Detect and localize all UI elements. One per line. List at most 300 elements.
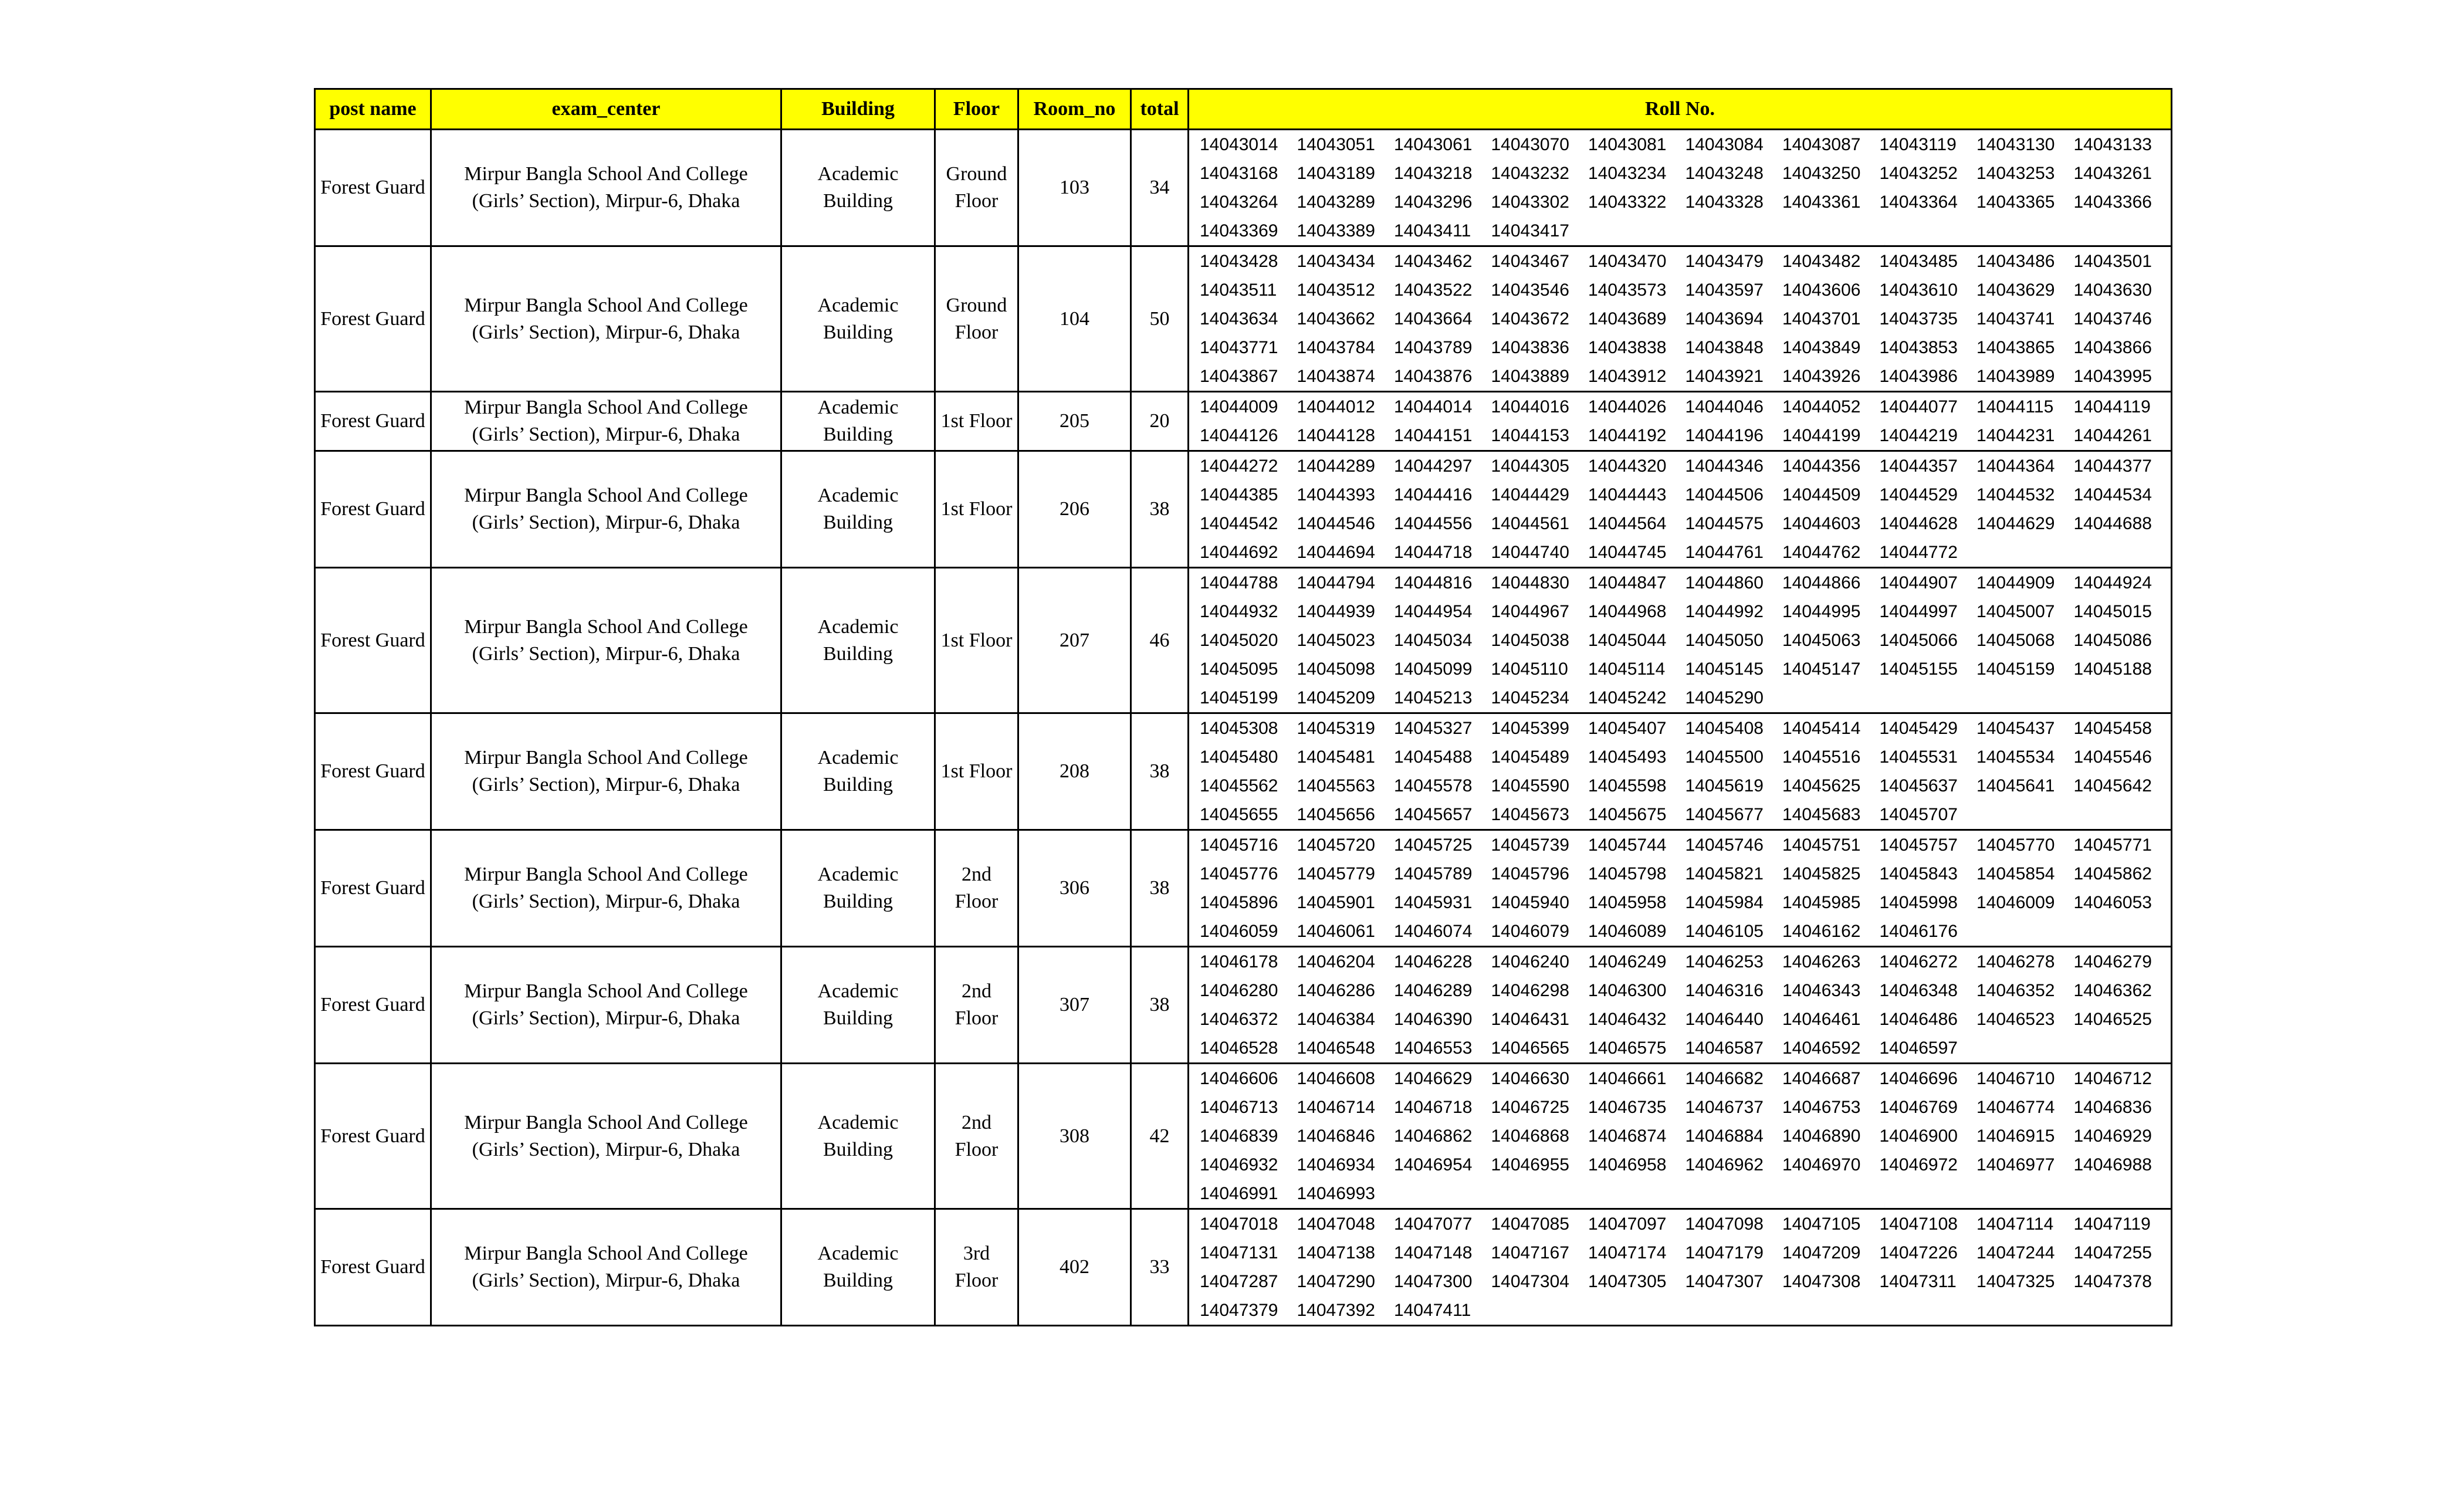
roll-number: 14047226 <box>1879 1243 1958 1263</box>
roll-number: 14046929 <box>2073 1126 2152 1146</box>
total-cell <box>1131 246 1189 392</box>
roll-number: 14045199 <box>1200 688 1278 708</box>
roll-number: 14044939 <box>1297 602 1375 621</box>
roll-number: 14044816 <box>1394 573 1473 593</box>
building-line1: Academic <box>817 485 899 506</box>
room-no-cell <box>1018 246 1131 392</box>
exam-center-line1: Mirpur Bangla School And College <box>464 294 748 316</box>
roll-number: 14043511 <box>1200 280 1277 300</box>
roll-number: 14044542 <box>1200 514 1278 533</box>
roll-number: 14046629 <box>1394 1069 1473 1088</box>
roll-number: 14046390 <box>1394 1010 1473 1029</box>
building-cell <box>781 830 935 947</box>
roll-number: 14043234 <box>1588 164 1667 183</box>
roll-number: 14044320 <box>1588 456 1667 476</box>
floor-cell <box>935 947 1018 1064</box>
roll-number-grid <box>1189 247 2171 391</box>
roll-number: 14047085 <box>1491 1214 1569 1234</box>
roll-number: 14045854 <box>1976 864 2055 884</box>
room-no: 308 <box>1060 1125 1089 1147</box>
roll-number: 14045590 <box>1491 776 1569 796</box>
roll-number: 14047379 <box>1200 1301 1278 1320</box>
roll-number: 14046300 <box>1588 981 1667 1000</box>
exam-center-line1: Mirpur Bangla School And College <box>464 864 748 885</box>
roll-number: 14044012 <box>1297 397 1375 417</box>
roll-number: 14043849 <box>1782 338 1861 357</box>
roll-number: 14045110 <box>1491 659 1568 679</box>
room-no-cell <box>1018 1209 1131 1326</box>
roll-number: 14045147 <box>1782 659 1861 679</box>
room-no-cell <box>1018 451 1131 568</box>
total-cell <box>1131 568 1189 713</box>
roll-number: 14045655 <box>1200 805 1278 824</box>
post-name-cell <box>315 1209 431 1326</box>
roll-number: 14044546 <box>1297 514 1375 533</box>
roll-number: 14045716 <box>1200 835 1278 855</box>
roll-number: 14045319 <box>1297 719 1375 738</box>
roll-number: 14046240 <box>1491 952 1569 972</box>
roll-number: 14046868 <box>1491 1126 1569 1146</box>
roll-number: 14043512 <box>1297 280 1375 300</box>
roll-number: 14045489 <box>1491 747 1569 767</box>
roll-number: 14047138 <box>1297 1243 1375 1263</box>
building-line2: Building <box>823 1270 893 1291</box>
building-line2: Building <box>823 891 893 912</box>
roll-number: 14045458 <box>2073 719 2152 738</box>
roll-number: 14043070 <box>1491 135 1569 154</box>
building-cell <box>781 246 935 392</box>
roll-number: 14046523 <box>1976 1010 2055 1029</box>
post-name-cell <box>315 947 431 1064</box>
total-cell <box>1131 392 1189 451</box>
exam-center-line1: Mirpur Bangla School And College <box>464 1243 748 1264</box>
roll-number: 14044126 <box>1200 426 1278 445</box>
roll-number: 14046348 <box>1879 981 1958 1000</box>
roll-number: 14046718 <box>1394 1098 1473 1117</box>
roll-number: 14046884 <box>1685 1126 1764 1146</box>
roll-number: 14043485 <box>1879 252 1958 271</box>
roll-number: 14046298 <box>1491 981 1569 1000</box>
roll-number: 14046687 <box>1782 1069 1861 1088</box>
roll-number: 14045746 <box>1685 835 1764 855</box>
roll-number: 14045095 <box>1200 659 1278 679</box>
building-cell <box>781 1064 935 1209</box>
exam-center-line1: Mirpur Bangla School And College <box>464 980 748 1002</box>
roll-number: 14047097 <box>1588 1214 1667 1234</box>
roll-number: 14046958 <box>1588 1155 1667 1175</box>
roll-number: 14043853 <box>1879 338 1958 357</box>
roll-number: 14045751 <box>1782 835 1861 855</box>
exam-center-cell <box>431 1064 781 1209</box>
floor-line1: Ground <box>946 163 1007 185</box>
roll-number: 14043597 <box>1685 280 1764 300</box>
roll-number: 14046682 <box>1685 1069 1764 1088</box>
roll-number: 14044992 <box>1685 602 1764 621</box>
building-line1: Academic <box>817 397 899 418</box>
roll-number: 14046934 <box>1297 1155 1375 1175</box>
roll-number: 14046059 <box>1200 922 1278 941</box>
roll-number: 14043741 <box>1976 309 2055 329</box>
roll-number: 14043606 <box>1782 280 1861 300</box>
exam-center-line2: (Girls’ Section), Mirpur-6, Dhaka <box>472 512 740 533</box>
roll-number: 14045531 <box>1879 747 1958 767</box>
post-name-cell <box>315 392 431 451</box>
room-no: 206 <box>1060 498 1089 520</box>
post-name: Forest Guard <box>320 877 425 899</box>
roll-number: 14043365 <box>1976 192 2055 212</box>
total-count: 38 <box>1149 994 1170 1016</box>
roll-number: 14044289 <box>1297 456 1375 476</box>
roll-number: 14045023 <box>1297 631 1375 650</box>
building-line1: Academic <box>817 163 899 185</box>
roll-number: 14046162 <box>1782 922 1861 941</box>
roll-number: 14046713 <box>1200 1098 1278 1117</box>
roll-number: 14047167 <box>1491 1243 1569 1263</box>
roll-number: 14044119 <box>2073 397 2151 417</box>
table-row <box>315 947 2172 1064</box>
room-no-cell <box>1018 713 1131 830</box>
roll-number: 14044046 <box>1685 397 1764 417</box>
roll-number: 14046977 <box>1976 1155 2055 1175</box>
roll-number: 14046608 <box>1297 1069 1375 1088</box>
building-cell <box>781 947 935 1064</box>
roll-number: 14045308 <box>1200 719 1278 738</box>
roll-number: 14045188 <box>2073 659 2152 679</box>
post-name-cell <box>315 568 431 713</box>
roll-number: 14043119 <box>1879 135 1957 154</box>
roll-number: 14044860 <box>1685 573 1764 593</box>
roll-number: 14044761 <box>1685 543 1764 562</box>
roll-number: 14046253 <box>1685 952 1764 972</box>
roll-number: 14046862 <box>1394 1126 1473 1146</box>
roll-number: 14045744 <box>1588 835 1667 855</box>
roll-number: 14043434 <box>1297 252 1375 271</box>
roll-number: 14045234 <box>1491 688 1569 708</box>
roll-number: 14043522 <box>1394 280 1473 300</box>
roll-number: 14044364 <box>1976 456 2055 476</box>
roll-number: 14046575 <box>1588 1038 1667 1058</box>
roll-number: 14046548 <box>1297 1038 1375 1058</box>
floor-cell <box>935 1064 1018 1209</box>
building-line2: Building <box>823 774 893 796</box>
roll-number: 14045488 <box>1394 747 1473 767</box>
roll-number: 14044603 <box>1782 514 1861 533</box>
exam-center-line2: (Girls’ Section), Mirpur-6, Dhaka <box>472 321 740 343</box>
roll-number-grid <box>1189 714 2171 829</box>
total-count: 38 <box>1149 760 1170 782</box>
roll-number: 14044997 <box>1879 602 1958 621</box>
roll-number: 14043051 <box>1297 135 1375 154</box>
exam-center-line1: Mirpur Bangla School And College <box>464 747 748 769</box>
roll-number: 14045493 <box>1588 747 1667 767</box>
roll-number: 14047255 <box>2073 1243 2152 1263</box>
roll-number: 14044740 <box>1491 543 1569 562</box>
roll-number: 14045789 <box>1394 864 1473 884</box>
roll-number: 14044866 <box>1782 573 1861 593</box>
floor-cell <box>935 246 1018 392</box>
building-cell <box>781 392 935 451</box>
roll-number: 14044995 <box>1782 602 1861 621</box>
floor-cell <box>935 830 1018 947</box>
roll-number: 14043664 <box>1394 309 1473 329</box>
roll-number: 14045771 <box>2073 835 2152 855</box>
roll-number: 14046696 <box>1879 1069 1958 1088</box>
roll-number: 14043061 <box>1394 135 1473 154</box>
roll-number: 14046343 <box>1782 981 1861 1000</box>
roll-number: 14047305 <box>1588 1272 1667 1291</box>
roll-number: 14046735 <box>1588 1098 1667 1117</box>
floor-line1: 1st Floor <box>940 629 1013 651</box>
roll-number: 14045038 <box>1491 631 1569 650</box>
roll-number: 14046278 <box>1976 952 2055 972</box>
roll-number: 14044231 <box>1976 426 2055 445</box>
room-no-cell <box>1018 130 1131 246</box>
roll-number: 14047300 <box>1394 1272 1473 1291</box>
exam-center-cell <box>431 830 781 947</box>
building-cell <box>781 451 935 568</box>
roll-number: 14045290 <box>1685 688 1764 708</box>
floor-line2: Floor <box>955 321 999 343</box>
roll-number: 14044909 <box>1976 573 2055 593</box>
roll-number: 14044052 <box>1782 397 1861 417</box>
post-name-cell <box>315 451 431 568</box>
roll-number: 14046970 <box>1782 1155 1861 1175</box>
roll-number: 14044151 <box>1394 426 1473 445</box>
roll-number: 14043261 <box>2073 164 2152 183</box>
roll-number: 14046774 <box>1976 1098 2055 1117</box>
roll-number: 14046372 <box>1200 1010 1278 1029</box>
roll-number: 14043836 <box>1491 338 1569 357</box>
roll-number: 14045796 <box>1491 864 1569 884</box>
roll-number: 14044016 <box>1491 397 1569 417</box>
roll-number: 14046725 <box>1491 1098 1569 1117</box>
roll-number: 14045063 <box>1782 631 1861 650</box>
exam-center-line2: (Girls’ Section), Mirpur-6, Dhaka <box>472 1138 740 1160</box>
roll-number: 14045408 <box>1685 719 1764 738</box>
total-count: 38 <box>1149 877 1170 899</box>
building-line2: Building <box>823 1007 893 1029</box>
roll-number: 14046316 <box>1685 981 1764 1000</box>
roll-number: 14045843 <box>1879 864 1958 884</box>
room-no-cell <box>1018 947 1131 1064</box>
exam-center-line2: (Girls’ Section), Mirpur-6, Dhaka <box>472 190 740 212</box>
roll-number: 14043322 <box>1588 192 1667 212</box>
post-name: Forest Guard <box>320 498 425 520</box>
post-name-cell <box>315 830 431 947</box>
building-line1: Academic <box>817 1243 899 1264</box>
roll-number: 14046053 <box>2073 893 2152 912</box>
roll-number: 14047287 <box>1200 1272 1278 1291</box>
exam-center-cell <box>431 130 781 246</box>
roll-number: 14044788 <box>1200 573 1278 593</box>
roll-number: 14043995 <box>2073 367 2152 386</box>
floor-line1: 1st Floor <box>940 760 1013 782</box>
header-total: total <box>1131 89 1189 130</box>
post-name-cell <box>315 130 431 246</box>
roll-number: 14045034 <box>1394 631 1473 650</box>
roll-number: 14045675 <box>1588 805 1667 824</box>
roll-number: 14045985 <box>1782 893 1861 912</box>
roll-number: 14047119 <box>2073 1214 2151 1234</box>
roll-numbers-cell <box>1189 830 2172 947</box>
building-line1: Academic <box>817 864 899 885</box>
roll-numbers-cell <box>1189 713 2172 830</box>
exam-center-cell <box>431 713 781 830</box>
exam-center-line1: Mirpur Bangla School And College <box>464 1111 748 1133</box>
table-row <box>315 830 2172 947</box>
roll-number: 14044377 <box>2073 456 2152 476</box>
roll-number: 14044272 <box>1200 456 1278 476</box>
roll-number: 14045145 <box>1685 659 1764 679</box>
roll-number: 14046280 <box>1200 981 1278 1000</box>
building-line2: Building <box>823 1138 893 1160</box>
post-name: Forest Guard <box>320 994 425 1016</box>
header-room-no: Room_no <box>1018 89 1131 130</box>
roll-number: 14047307 <box>1685 1272 1764 1291</box>
roll-number: 14044532 <box>1976 485 2055 505</box>
roll-number: 14045516 <box>1782 747 1861 767</box>
roll-number: 14043662 <box>1297 309 1375 329</box>
roll-number: 14043130 <box>1976 135 2055 154</box>
roll-number: 14043989 <box>1976 367 2055 386</box>
roll-number: 14046836 <box>2073 1098 2152 1117</box>
roll-number: 14046440 <box>1685 1010 1764 1029</box>
roll-number: 14045015 <box>2073 602 2152 621</box>
roll-number: 14047290 <box>1297 1272 1375 1291</box>
roll-number: 14046839 <box>1200 1126 1278 1146</box>
roll-number: 14044772 <box>1879 543 1958 562</box>
post-name: Forest Guard <box>320 410 425 432</box>
roll-number: 14045562 <box>1200 776 1278 796</box>
roll-number: 14043912 <box>1588 367 1667 386</box>
roll-number: 14044954 <box>1394 602 1473 621</box>
roll-number: 14045066 <box>1879 631 1958 650</box>
room-no: 307 <box>1060 994 1089 1016</box>
roll-number: 14047018 <box>1200 1214 1278 1234</box>
roll-number: 14045437 <box>1976 719 2055 738</box>
total-cell <box>1131 713 1189 830</box>
roll-number: 14043168 <box>1200 164 1278 183</box>
roll-number: 14045984 <box>1685 893 1764 912</box>
exam-center-line2: (Girls’ Section), Mirpur-6, Dhaka <box>472 642 740 665</box>
roll-number: 14047048 <box>1297 1214 1375 1234</box>
exam-center-cell <box>431 246 781 392</box>
roll-number: 14044692 <box>1200 543 1278 562</box>
roll-number: 14043866 <box>2073 338 2152 357</box>
roll-number: 14043081 <box>1588 135 1667 154</box>
roll-number: 14043789 <box>1394 338 1473 357</box>
roll-number: 14044509 <box>1782 485 1861 505</box>
floor-line1: 1st Floor <box>940 410 1013 432</box>
roll-number: 14046432 <box>1588 1010 1667 1029</box>
floor-cell <box>935 568 1018 713</box>
table-row <box>315 713 2172 830</box>
roll-number: 14046176 <box>1879 922 1958 941</box>
roll-number: 14043411 <box>1394 221 1471 241</box>
roll-number: 14043865 <box>1976 338 2055 357</box>
roll-number: 14046352 <box>1976 981 2055 1000</box>
roll-number: 14044534 <box>2073 485 2152 505</box>
floor-line2: Floor <box>955 190 999 212</box>
roll-number: 14046289 <box>1394 981 1473 1000</box>
total-count: 46 <box>1149 629 1170 651</box>
roll-number: 14045399 <box>1491 719 1569 738</box>
roll-number-grid <box>1189 831 2171 946</box>
roll-number: 14044077 <box>1879 397 1958 417</box>
building-line1: Academic <box>817 1111 899 1133</box>
roll-number: 14046890 <box>1782 1126 1861 1146</box>
roll-number: 14046592 <box>1782 1038 1861 1058</box>
building-line2: Building <box>823 190 893 212</box>
roll-number: 14045429 <box>1879 719 1958 738</box>
roll-number: 14046597 <box>1879 1038 1958 1058</box>
roll-number: 14043218 <box>1394 164 1473 183</box>
roll-number: 14043328 <box>1685 192 1764 212</box>
roll-number: 14044907 <box>1879 573 1958 593</box>
building-line2: Building <box>823 642 893 665</box>
exam-center-line2: (Girls’ Section), Mirpur-6, Dhaka <box>472 774 740 796</box>
roll-number: 14044026 <box>1588 397 1667 417</box>
room-no: 103 <box>1060 177 1089 198</box>
header-row <box>315 89 2172 130</box>
exam-center-cell <box>431 451 781 568</box>
roll-number: 14046630 <box>1491 1069 1569 1088</box>
roll-number: 14043462 <box>1394 252 1473 271</box>
roll-number: 14043771 <box>1200 338 1278 357</box>
roll-number: 14046737 <box>1685 1098 1764 1117</box>
roll-number: 14043189 <box>1297 164 1375 183</box>
roll-number: 14046753 <box>1782 1098 1861 1117</box>
roll-number: 14046712 <box>2073 1069 2152 1088</box>
roll-number: 14043486 <box>1976 252 2055 271</box>
table-row <box>315 1064 2172 1209</box>
roll-number: 14044385 <box>1200 485 1278 505</box>
header-building: Building <box>781 89 935 130</box>
post-name: Forest Guard <box>320 629 425 651</box>
table-row <box>315 568 2172 713</box>
exam-center-line1: Mirpur Bangla School And College <box>464 397 748 418</box>
roll-number: 14046204 <box>1297 952 1375 972</box>
post-name: Forest Guard <box>320 760 425 782</box>
roll-number: 14046988 <box>2073 1155 2152 1175</box>
roll-number: 14046279 <box>2073 952 2152 972</box>
post-name-cell <box>315 1064 431 1209</box>
roll-number: 14044196 <box>1685 426 1764 445</box>
roll-number: 14043250 <box>1782 164 1861 183</box>
exam-center-cell <box>431 392 781 451</box>
roll-number: 14043014 <box>1200 135 1278 154</box>
floor-line1: 2nd <box>962 1111 991 1133</box>
roll-number: 14043252 <box>1879 164 1958 183</box>
roll-number: 14043629 <box>1976 280 2055 300</box>
roll-number: 14046286 <box>1297 981 1375 1000</box>
roll-number: 14046900 <box>1879 1126 1958 1146</box>
roll-number: 14046874 <box>1588 1126 1667 1146</box>
room-no: 205 <box>1060 410 1089 432</box>
table-row <box>315 451 2172 568</box>
roll-number: 14047411 <box>1394 1301 1471 1320</box>
exam-center-cell <box>431 1209 781 1326</box>
total-count: 38 <box>1149 498 1170 520</box>
roll-number: 14043701 <box>1782 309 1861 329</box>
roll-number: 14047325 <box>1976 1272 2055 1291</box>
total-count: 50 <box>1149 307 1170 330</box>
roll-number: 14045720 <box>1297 835 1375 855</box>
exam-center-line2: (Girls’ Section), Mirpur-6, Dhaka <box>472 1007 740 1029</box>
floor-cell <box>935 713 1018 830</box>
roll-number: 14045958 <box>1588 893 1667 912</box>
roll-numbers-cell <box>1189 130 2172 246</box>
